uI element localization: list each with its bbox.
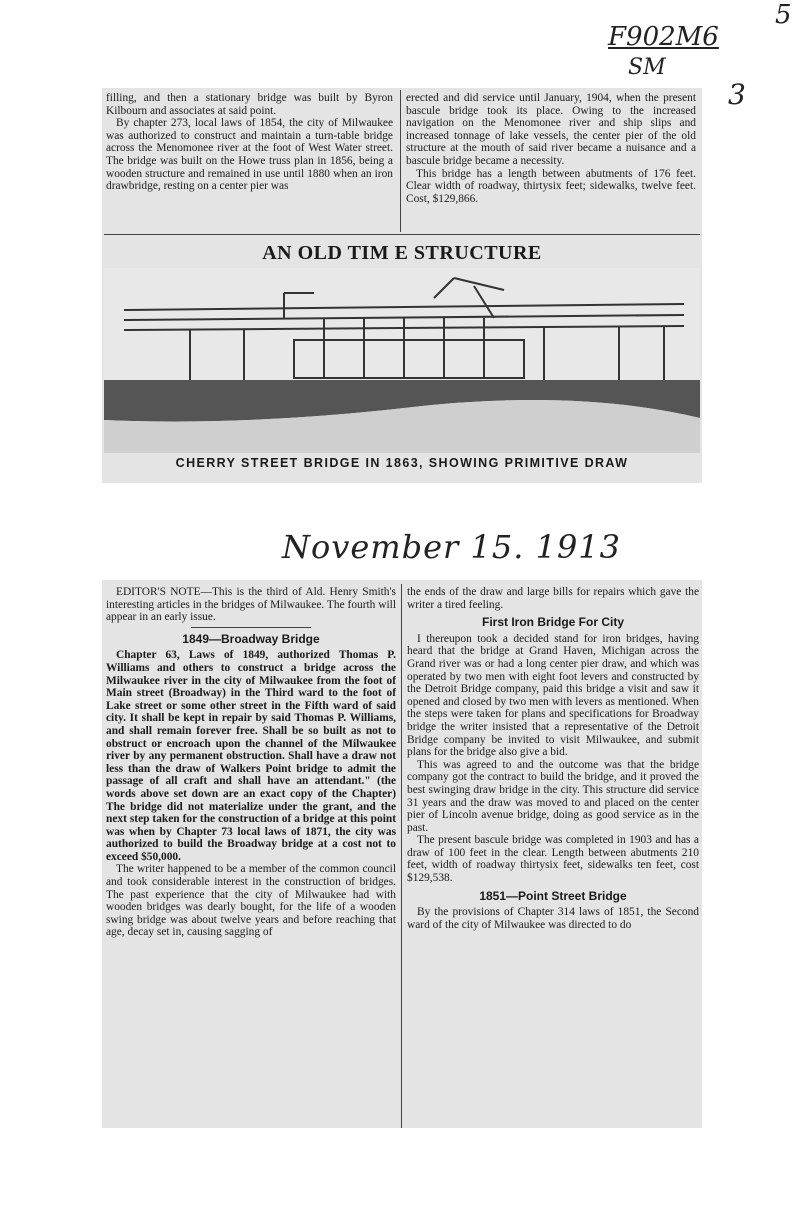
section-heading-iron: First Iron Bridge For City [481,615,624,630]
paragraph: Chapter 63, Laws of 1849, authorized Thomas P. Williams and others to construct a bridge across the Milwaukee river in the city of Milwaukee from the foot of Main street (Broadway) in the Third ward to the foot of Lake street or some other street in the Fifth ward of said city. It shall be kept in repair by said Thomas P. Williams, and shall remain forever free. Shall be so built as not to obstruct or encroach upon the channel of the Milwaukee river by any permanent obstruction. Shall have a draw not less than the draw of Walkers Point bridge to admit the passage of all craft and shall have an attendant." (the words above set down are an exact copy of the Chapter) The bridge did not materialize under the grant, and the next step taken for the construction of a bridge at this point was when by Chapter 73 local laws of 1871, the city was authorized to build the Broadway bridge at a cost not to exceed $50,000. [106,649,396,863]
paragraph: the ends of the draw and large bills for repairs which gave the writer a tired feeling. [407,586,699,611]
paragraph: By chapter 273, local laws of 1854, the city of Milwaukee was authorized to construct and maintain a turn-table bridge across the Menomonee river at the foot of West Water street. The bridge was built on the Howe truss plan in 1856, being a wooden structure and remained in use until 1880 when an iron drawbridge, resting on a center pier was [106,117,393,193]
corner-number: 5 [775,0,792,30]
paragraph: erected and did service until January, 1904, when the present bascule bridge took its place. Owing to the increased navigation on the Menomonee river and ship slips and increased tonnage of lake vessels, the center pier of the old structure at the mouth of said river became a nuisance and a bascule bridge became a necessity. [406,92,696,167]
divider-line [191,627,311,628]
paragraph: The present bascule bridge was completed in 1903 and has a draw of 100 feet in the clear. Length between abutments 210 feet, width of roadway thirtysix feet, sidewalks ten feet, cost $129,538. [407,834,699,885]
page-number: 3 [728,78,746,111]
catalog-sub: SM [628,55,666,80]
column-divider [400,90,401,232]
bridge-illustration [104,268,700,453]
editor-note: EDITOR'S NOTE—This is the third of Ald. Henry Smith's interesting articles in the bridges of Milwaukee. The fourth will appear in an early issue. [106,586,396,624]
clip1-right-column [406,92,696,232]
clip1-left-column [106,92,393,232]
section-heading-1851: 1851—Point Street Bridge [479,888,627,903]
handwritten-date: November 15. 1913 [282,528,622,566]
catalog-code: F902M6 [608,22,719,52]
paragraph: This bridge has a length between abutments of 176 feet. Clear width of roadway, thirtysix feet; sidewalks, twelve feet. Cost, $129,866. [406,167,696,205]
clip2-right-column [407,586,699,1126]
paragraph: This was agreed to and the outcome was that the bridge company got the contract to build the bridge, and it proved the best swinging draw bridge in the city. This structure did service 31 years and the draw was moved to and placed on the center pier of Lincoln avenue bridge, doing as good service as in the past. [407,758,699,834]
paragraph: I thereupon took a decided stand for iron bridges, having heard that the bridge at Grand Haven, Michigan across the Grand river was or had a long center pier draw, and which was operated by two men with eight foot levers and constructed by the Detroit Bridge company, paid this bridge a visit and saw it opened and closed by two men with levers as mentioned. When the steps were taken for plans and specifications for Broadway bridge the writer insisted that a representative of the Detroit Bridge company be invited to visit Milwaukee, and submit plans for the bridge also give a bid. [407,632,699,759]
illustration-caption: CHERRY STREET BRIDGE IN 1863, SHOWING PRIMITIVE DRAW [175,456,629,470]
divider-line [104,234,700,235]
paragraph: The writer happened to be a member of the common council and took considerable interest in the construction of bridges. The past experience that the city of Milwaukee had with wooden bridges was dearly bought, for the life of a wooden swing bridge was about twelve years and before reaching that age, decay set in, causing sagging of [106,863,396,939]
column-divider [401,584,402,1128]
section-heading-1849: 1849—Broadway Bridge [182,631,320,646]
illustration-headline: AN OLD TIM E STRUCTURE [262,242,542,264]
paragraph: By the provisions of Chapter 314 laws of 1851, the Second ward of the city of Milwaukee was directed to do [407,906,699,931]
paragraph: filling, and then a stationary bridge was built by Byron Kilbourn and associates at said point. [106,92,393,117]
clip2-left-column [106,586,396,1126]
